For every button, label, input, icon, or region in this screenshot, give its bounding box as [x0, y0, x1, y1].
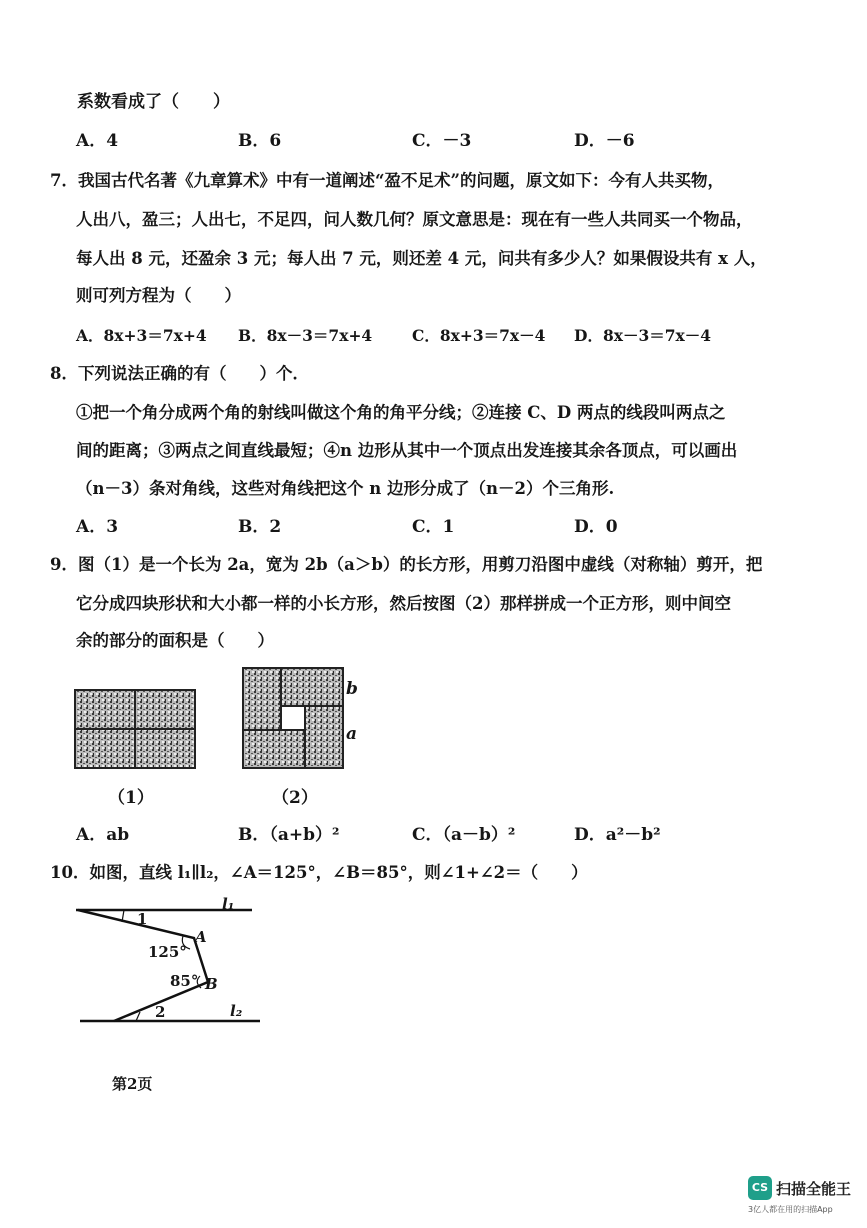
q6-option-d: D．－6 [574, 131, 635, 151]
q7-option-a: A．8x+3＝7x+4 [76, 326, 207, 345]
q9-option-d: D．a²－b² [574, 825, 661, 845]
q7-stem-line-4: 则可列方程为（ ） [76, 286, 241, 305]
q10-stem: 10．如图，直线 l₁∥l₂，∠A＝125°，∠B＝85°，则∠1+∠2＝（ ） [50, 863, 588, 882]
q7-option-d: D．8x－3＝7x－4 [574, 326, 712, 345]
q10-label-angle-2: 2 [155, 1003, 166, 1021]
q8-stem-line-4: （n－3）条对角线，这些对角线把这个 n 边形分成了（n－2）个三角形. [76, 479, 615, 498]
q6-stem-tail: 系数看成了（ ） [77, 92, 230, 112]
q10-label-point-a: A [195, 928, 207, 946]
q7-option-c: C．8x+3＝7x－4 [412, 326, 546, 345]
q7-stem-line-1: 7．我国古代名著《九章算术》中有一道阐述“盈不足术”的问题，原文如下：今有人共买物， [50, 171, 724, 190]
q8-stem-line-2: ①把一个角分成两个角的射线叫做这个角的角平分线；②连接 C、D 两点的线段叫两点之 [76, 403, 726, 422]
q8-option-b: B．2 [238, 517, 282, 537]
q10-label-l1: l₁ [222, 895, 235, 913]
q10-label-angle-a: 125° [148, 943, 187, 961]
page-number: 第2页 [112, 1075, 153, 1093]
q7-option-b: B．8x－3＝7x+4 [238, 326, 373, 345]
watermark-app-name: 扫描全能王 [776, 1180, 852, 1198]
q10-label-angle-1: 1 [137, 910, 148, 928]
q8-stem-line-1: 8．下列说法正确的有（ ）个． [50, 364, 309, 383]
q9-figure-1-caption: （1） [108, 788, 154, 808]
q9-option-a: A．ab [76, 825, 130, 845]
q7-stem-line-3: 每人出 8 元，还盈余 3 元；每人出 7 元，则还差 4 元，问共有多少人？如果假设共有 x 人， [76, 249, 767, 268]
q9-stem-line-2: 它分成四块形状和大小都一样的小长方形，然后按图（2）那样拼成一个正方形，则中间空 [76, 594, 731, 613]
q6-option-a: A．4 [76, 131, 119, 151]
q9-stem-line-3: 余的部分的面积是（ ） [76, 631, 274, 650]
q8-stem-line-3: 间的距离；③两点之间直线最短；④n 边形从其中一个顶点出发连接其余各顶点，可以画出 [76, 441, 738, 460]
q7-stem-line-2: 人出八，盈三；人出七，不足四，问人数几何？原文意思是：现在有一些人共同买一个物品， [76, 210, 753, 229]
q10-label-point-b: B [205, 975, 218, 993]
q9-figure-2 [242, 667, 344, 769]
q9-figure-2-center-square [281, 706, 305, 730]
q9-option-c: C．（a－b）² [412, 825, 516, 845]
q10-label-l2: l₂ [230, 1002, 243, 1020]
q6-option-c: C．－3 [412, 131, 472, 151]
q8-option-d: D．0 [574, 517, 618, 537]
camscanner-logo-icon: CS [748, 1176, 772, 1200]
q8-option-a: A．3 [76, 517, 119, 537]
q9-figure-2-caption: （2） [272, 788, 318, 808]
q9-option-b: B．（a+b）² [238, 825, 340, 845]
q9-figure-1 [74, 689, 196, 769]
q8-option-c: C．1 [412, 517, 455, 537]
q9-figure-2-label-b: b [346, 679, 358, 699]
q9-stem-line-1: 9．图（1）是一个长为 2a，宽为 2b（a＞b）的长方形，用剪刀沿图中虚线（对称轴）剪开，把 [50, 555, 763, 574]
scanner-watermark [748, 1176, 858, 1220]
q9-figure-2-label-a: a [346, 724, 358, 744]
watermark-tagline: 3亿人都在用的扫描App [748, 1205, 833, 1214]
q10-label-angle-b: 85° [170, 972, 199, 990]
q6-option-b: B．6 [238, 131, 282, 151]
